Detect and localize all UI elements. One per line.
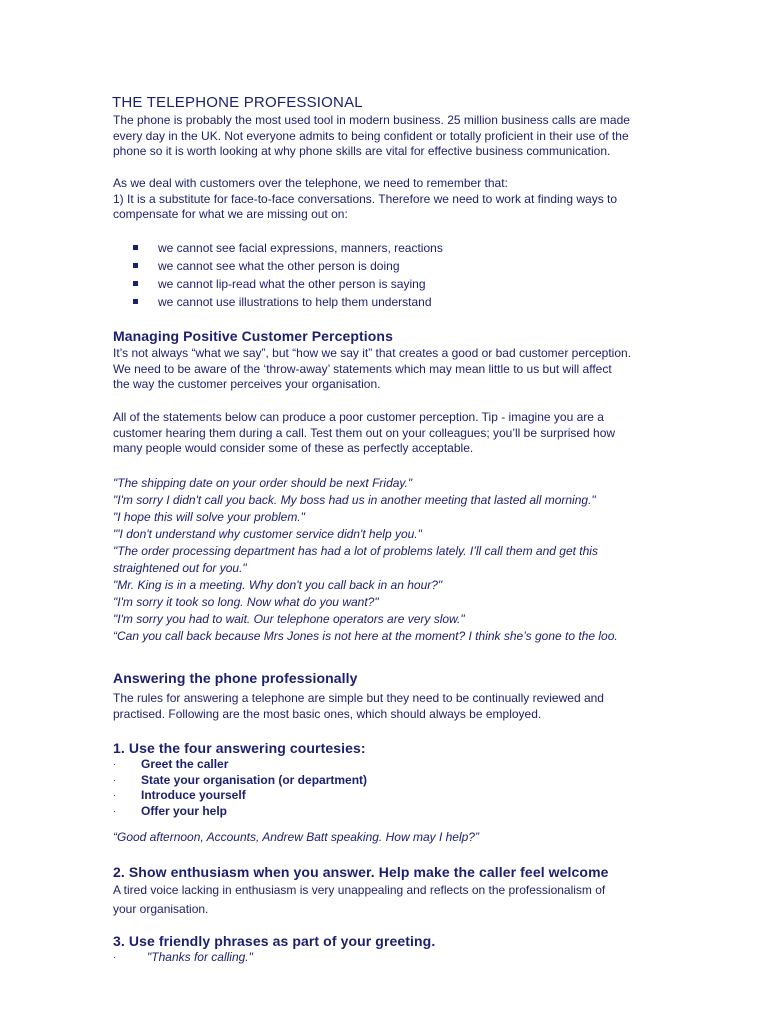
- quote-line: straightened out for you.": [113, 561, 247, 575]
- list-item-text: Greet the caller: [141, 757, 229, 771]
- intro-line: phone so it is worth looking at why phone skills are vital for effective business communication.: [113, 144, 611, 159]
- perceptions-line: many people would consider some of these as perfectly acceptable.: [113, 441, 474, 456]
- list-item-text: Offer your help: [141, 803, 228, 818]
- deal-line: 1) It is a substitute for face-to-face conversations. Therefore we need to work at finding ways to: [113, 191, 618, 206]
- answering-heading: Answering the phone professionally: [113, 670, 358, 686]
- square-bullet-icon: [133, 245, 138, 250]
- rule-1-heading: 1. Use the four answering courtesies:: [113, 740, 366, 756]
- intro-paragraph: [113, 113, 673, 160]
- list-item-text: we cannot lip-read what the other person is saying: [158, 277, 426, 291]
- dot-bullet-icon: ·: [113, 759, 116, 769]
- perceptions-heading: Managing Positive Customer Perceptions: [113, 328, 393, 344]
- list-item-text: we cannot use illustrations to help them understand: [158, 295, 432, 309]
- rule-3-heading: 3. Use friendly phrases as part of your greeting.: [113, 933, 436, 949]
- list-item-text: Introduce yourself: [141, 788, 246, 802]
- quote-line: "I'm sorry I didn't call you back. My boss had us in another meeting that lasted all morning.": [113, 493, 596, 507]
- perceptions-line: customer hearing them during a call. Test them out on your colleagues; you’ll be surprised how: [113, 425, 616, 440]
- perceptions-paragraph-2: [113, 410, 673, 457]
- greeting-example: “Good afternoon, Accounts, Andrew Batt speaking. How may I help?”: [113, 830, 479, 844]
- list-item-text: State your organisation (or department): [141, 772, 368, 787]
- answering-paragraph: [113, 691, 673, 722]
- quote-line: "The shipping date on your order should be next Friday.": [113, 476, 413, 490]
- intro-line: The phone is probably the most used tool in modern business. 25 million business calls are made: [113, 113, 630, 127]
- answering-line: The rules for answering a telephone are simple but they need to be continually reviewed and: [113, 691, 604, 705]
- quote-line: "I hope this will solve your problem.": [113, 510, 305, 524]
- deal-line: compensate for what we are missing out on:: [113, 207, 348, 222]
- perceptions-line: the way the customer perceives your organisation.: [113, 377, 381, 392]
- quote-line: "I'm sorry you had to wait. Our telephone operators are very slow.": [113, 612, 465, 626]
- intro-line: every day in the UK. Not everyone admits to being confident or totally proficient in their use of the: [113, 128, 629, 143]
- perceptions-line: All of the statements below can produce a poor customer perception. Tip - imagine you are a: [113, 410, 604, 424]
- square-bullet-icon: [133, 263, 138, 268]
- quote-list: [113, 475, 673, 645]
- list-item-text: "Thanks for calling.": [147, 950, 253, 964]
- dot-bullet-icon: ·: [113, 952, 116, 962]
- square-bullet-icon: [133, 281, 138, 286]
- dot-bullet-icon: ·: [113, 774, 116, 785]
- perceptions-paragraph-1: [113, 346, 673, 393]
- list-item-text: we cannot see facial expressions, manners, reactions: [158, 241, 443, 255]
- rule-2-line: your organisation.: [113, 902, 209, 916]
- perceptions-line: It’s not always “what we say”, but “how we say it” that creates a good or bad customer perception.: [113, 346, 632, 360]
- rule-2-heading: 2. Show enthusiasm when you answer. Help make the caller feel welcome: [113, 864, 609, 880]
- quote-line: “Can you call back because Mrs Jones is not here at the moment? I think she’s gone to the loo.: [113, 629, 618, 643]
- quote-line: "'I don't understand why customer service didn't help you.": [113, 527, 422, 541]
- answering-line: practised. Following are the most basic ones, which should always be employed.: [113, 706, 542, 721]
- quote-line: "The order processing department has had a lot of problems lately. I’ll call them and get this: [113, 544, 598, 558]
- quote-line: "I'm sorry it took so long. Now what do you want?": [113, 595, 379, 609]
- square-bullet-icon: [133, 299, 138, 304]
- dot-bullet-icon: ·: [113, 790, 116, 800]
- quote-line: "Mr. King is in a meeting. Why don't you call back in an hour?": [113, 578, 443, 592]
- rule-2-line: A tired voice lacking in enthusiasm is very unappealing and reflects on the professionalism of: [113, 883, 606, 897]
- page-title: THE TELEPHONE PROFESSIONAL: [112, 94, 363, 111]
- dot-bullet-icon: ·: [113, 805, 116, 816]
- perceptions-line: We need to be aware of the ‘throw-away’ statements which may mean little to us but will affect: [113, 361, 612, 376]
- rule-2-paragraph: [113, 881, 673, 919]
- list-item-text: we cannot see what the other person is doing: [158, 259, 400, 273]
- deal-line: As we deal with customers over the telephone, we need to remember that:: [113, 176, 508, 190]
- deal-paragraph: [113, 176, 673, 223]
